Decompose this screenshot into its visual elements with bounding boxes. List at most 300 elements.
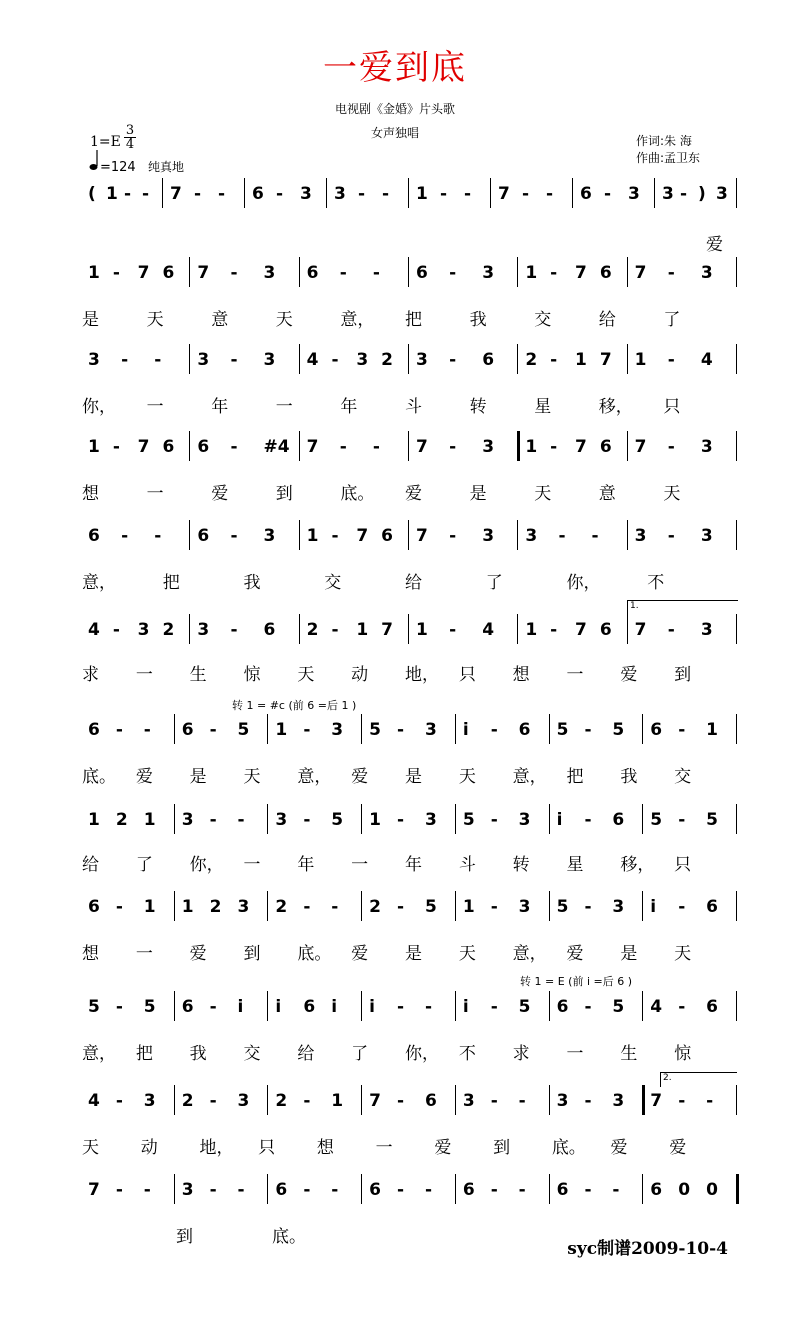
bar-line xyxy=(267,1174,268,1204)
bar-line xyxy=(455,1085,456,1115)
score-note: - xyxy=(331,897,339,917)
lyric-word: 把 xyxy=(135,1044,153,1064)
score-note: 7 xyxy=(416,526,428,546)
score-note: - xyxy=(706,1091,714,1111)
score-note: ( xyxy=(88,184,96,204)
score-note: - xyxy=(667,263,675,283)
lyric-word: 天 xyxy=(674,944,692,964)
bar-line xyxy=(642,804,643,834)
lyric-word: 了 xyxy=(663,310,681,330)
score-note: 3 xyxy=(612,1091,625,1111)
bar-line xyxy=(361,714,362,744)
score-note: - xyxy=(124,184,132,204)
bar-line xyxy=(189,520,190,550)
score-note: 7 xyxy=(137,437,150,457)
score-note: - xyxy=(546,184,554,204)
score-note: - xyxy=(397,997,405,1017)
score-note: 6 xyxy=(650,1180,663,1200)
bar-line xyxy=(455,714,456,744)
bar-line xyxy=(627,431,628,461)
lyric-word: 天 xyxy=(458,767,476,787)
score-note: 5 xyxy=(556,897,569,917)
lyric-word: 到 xyxy=(674,665,692,685)
lyric-word: 求 xyxy=(82,665,99,685)
score-note: 3 xyxy=(628,184,640,204)
score-note: - xyxy=(143,1180,151,1200)
score-note: i xyxy=(331,997,338,1017)
score-note: i xyxy=(275,997,282,1017)
second-ending-bracket: 2. xyxy=(660,1072,737,1087)
lyric-word: 意， xyxy=(512,944,547,964)
score-note: - xyxy=(584,720,592,740)
lyric-word: 斗 xyxy=(405,397,422,417)
score-note: i xyxy=(237,997,244,1017)
score-note: 4 xyxy=(88,1091,100,1111)
lyric-word: 想 xyxy=(82,484,99,504)
bar-line xyxy=(490,178,491,208)
lyric-word: 是 xyxy=(620,944,638,964)
score-note: 3 xyxy=(482,263,495,283)
lyric-word: 爱 xyxy=(669,1138,687,1158)
score-note: 3 xyxy=(331,720,344,740)
lyric-word: 一 xyxy=(566,665,584,685)
score-note: 3 xyxy=(700,526,713,546)
lyric-word: 爱 xyxy=(566,944,584,964)
score-note: 3 xyxy=(700,437,713,457)
lyric-word: 天 xyxy=(82,1138,99,1158)
bar-line xyxy=(408,431,409,461)
score-note: i xyxy=(462,720,469,740)
bar-line xyxy=(627,520,628,550)
bar-line xyxy=(736,614,737,644)
lyric-word: 爱 xyxy=(351,767,369,787)
score-note: 1 xyxy=(331,1091,344,1111)
lyric-word: 意， xyxy=(340,310,375,330)
score-note: 5 xyxy=(424,897,437,917)
lyric-word: 到 xyxy=(176,1227,193,1247)
score-note: 3 xyxy=(518,810,531,830)
lyric-word: 转 xyxy=(512,855,530,875)
lyric-word: 一 xyxy=(135,665,153,685)
score-note: - xyxy=(230,350,238,370)
score-note: 7 xyxy=(137,263,150,283)
lyric-word: 一 xyxy=(275,397,293,417)
bar-line xyxy=(299,520,300,550)
modulation-mark-1: 转 1 = #c (前 6 =后 1 ) xyxy=(232,699,357,712)
score-note: 3 xyxy=(197,350,210,370)
score-note: 3 xyxy=(556,1091,569,1111)
score-note: i xyxy=(556,810,563,830)
bar-line xyxy=(267,804,268,834)
lyric-word: 是 xyxy=(469,484,487,504)
score-note: 6 xyxy=(706,997,718,1017)
lyric-word: 生 xyxy=(189,665,207,685)
score-note: - xyxy=(464,184,472,204)
bar-line xyxy=(517,257,518,287)
lyric-word: 交 xyxy=(534,310,552,330)
score-note: 2 xyxy=(369,897,381,917)
lyric-word: 是 xyxy=(189,767,207,787)
score-note: 2 xyxy=(162,620,175,640)
bar-line xyxy=(455,804,456,834)
score-note: 1 xyxy=(88,263,100,283)
bar-line xyxy=(455,991,456,1021)
lyric-word: 爱 xyxy=(405,484,422,504)
score-note: 7 xyxy=(634,437,647,457)
lyric-word: 移， xyxy=(620,855,655,875)
performer-label: 女声独唱 xyxy=(370,126,419,140)
composer-credit: 作曲:孟卫东 xyxy=(636,151,701,165)
lyric-word: 地， xyxy=(199,1138,234,1158)
score-note: 4 xyxy=(306,350,319,370)
bar-line xyxy=(174,1085,175,1115)
lyric-word: 了 xyxy=(351,1044,369,1064)
bar-line xyxy=(455,1174,456,1204)
score-note: 6 xyxy=(580,184,592,204)
lyric-word: 底。 xyxy=(272,1227,306,1247)
score-note: 6 xyxy=(369,1180,381,1200)
first-ending-bracket: 1. xyxy=(627,600,738,615)
bar-line xyxy=(736,1174,739,1204)
score-note: - xyxy=(680,184,688,204)
score-note: - xyxy=(584,997,592,1017)
score-note: - xyxy=(449,620,457,640)
lyric-word: 动 xyxy=(140,1138,158,1158)
bar-line xyxy=(299,431,300,461)
score-note: - xyxy=(230,437,238,457)
lyric-word: 给 xyxy=(598,310,616,330)
lyric-word: 意， xyxy=(82,1044,116,1064)
score-note: 7 xyxy=(650,1091,663,1111)
bar-line xyxy=(549,714,550,744)
lyric-word: 星 xyxy=(534,397,552,417)
score-note: - xyxy=(678,810,686,830)
score-note: 2 xyxy=(275,1091,288,1111)
score-note: 1 xyxy=(356,620,369,640)
score-note: - xyxy=(667,620,675,640)
score-note: 1 xyxy=(106,184,118,204)
score-note: - xyxy=(372,263,380,283)
score-note: - xyxy=(678,1091,686,1111)
lyric-word: 我 xyxy=(189,1044,207,1064)
score-note: 5 xyxy=(237,720,250,740)
lyric-word: 年 xyxy=(297,855,315,875)
score-note: 7 xyxy=(575,263,587,283)
score-note: 1 xyxy=(369,810,381,830)
bar-line xyxy=(517,614,518,644)
score-note: 3 xyxy=(88,350,100,370)
score-note: 5 xyxy=(331,810,344,830)
bar-line xyxy=(549,804,550,834)
score-note: 7 xyxy=(369,1091,381,1111)
score-note: 3 xyxy=(518,897,531,917)
bar-line xyxy=(189,614,190,644)
score-note: - xyxy=(209,810,217,830)
lyric-word: 到 xyxy=(243,944,261,964)
score-note: 3 xyxy=(662,184,674,204)
score-note: - xyxy=(667,526,675,546)
lyric-word: 移， xyxy=(598,397,633,417)
score-note: 7 xyxy=(575,620,587,640)
bar-line xyxy=(654,178,655,208)
bar-line xyxy=(408,344,409,374)
bar-line xyxy=(736,178,737,208)
transcriber-credit: syc制谱2009-10-4 xyxy=(567,1239,728,1259)
score-note: - xyxy=(678,897,686,917)
lyric-word: 想 xyxy=(316,1138,334,1158)
score-note: 5 xyxy=(369,720,381,740)
score-note: - xyxy=(230,620,238,640)
score-note: - xyxy=(230,263,238,283)
score-note: 7 xyxy=(599,350,612,370)
score-note: - xyxy=(112,620,120,640)
score-note: 6 xyxy=(599,437,612,457)
score-note: - xyxy=(115,1180,123,1200)
lyric-word: 把 xyxy=(162,573,180,593)
lyric-word: 年 xyxy=(340,397,358,417)
bar-line xyxy=(267,991,268,1021)
score-note: 1 xyxy=(634,350,647,370)
bar-line xyxy=(174,1174,175,1204)
lyric-word: 了 xyxy=(135,855,153,875)
score-note: 0 xyxy=(706,1180,718,1200)
bar-line xyxy=(267,891,268,921)
bar-line xyxy=(244,178,245,208)
lyric-word: 一 xyxy=(375,1138,393,1158)
bar-line xyxy=(736,431,737,461)
score-note: 1 xyxy=(306,526,319,546)
score-note: - xyxy=(678,997,686,1017)
lyric-word: 我 xyxy=(243,573,261,593)
score-note: 7 xyxy=(381,620,393,640)
score-note: - xyxy=(584,810,592,830)
lyric-word: 爱 xyxy=(706,235,723,255)
score-note: 3 xyxy=(424,810,437,830)
score-note: 2 xyxy=(381,350,393,370)
score-note: 6 xyxy=(650,720,663,740)
bar-line xyxy=(517,431,520,461)
lyric-word: 你， xyxy=(566,573,601,593)
score-note: 3 xyxy=(612,897,625,917)
score-note: - xyxy=(550,263,558,283)
score-note: - xyxy=(115,720,123,740)
score-note: 1 xyxy=(88,810,100,830)
score-note: 6 xyxy=(88,897,100,917)
score-note: 3 xyxy=(334,184,346,204)
score-note: 1 xyxy=(416,184,428,204)
score-note: 6 xyxy=(482,350,495,370)
lyric-word: 生 xyxy=(620,1044,638,1064)
bar-line xyxy=(361,891,362,921)
score-note: 1 xyxy=(525,620,538,640)
score-note: - xyxy=(591,526,599,546)
score-note: 3 xyxy=(275,810,288,830)
bar-line xyxy=(361,804,362,834)
score-note: - xyxy=(558,526,566,546)
score-note: 7 xyxy=(306,437,319,457)
lyric-word: 只 xyxy=(258,1138,276,1158)
score-note: ) xyxy=(698,184,706,204)
score-note: 7 xyxy=(356,526,369,546)
lyricist-credit: 作词:朱 海 xyxy=(636,134,692,148)
lyric-word: 爱 xyxy=(434,1138,452,1158)
score-note: 1 xyxy=(143,897,156,917)
lyric-word: 地， xyxy=(405,665,439,685)
score-note: - xyxy=(209,1091,217,1111)
score-note: - xyxy=(449,526,457,546)
score-note: 2 xyxy=(306,620,319,640)
score-note: - xyxy=(303,720,311,740)
score-note: 4 xyxy=(700,350,713,370)
score-note: 3 xyxy=(181,1180,194,1200)
time-signature xyxy=(124,124,136,151)
lyric-word: 意 xyxy=(598,484,616,504)
lyric-word: 到 xyxy=(493,1138,511,1158)
bar-line xyxy=(627,257,628,287)
score-note: 5 xyxy=(462,810,475,830)
score-note: 6 xyxy=(162,263,175,283)
score-note: 1 xyxy=(181,897,194,917)
lyric-word: 一 xyxy=(566,1044,584,1064)
bar-line xyxy=(736,257,737,287)
lyric-word: 不 xyxy=(647,573,665,593)
score-note: 6 xyxy=(88,720,100,740)
lyric-word: 了 xyxy=(485,573,503,593)
score-note: 1 xyxy=(575,350,587,370)
score-note: - xyxy=(143,720,151,740)
bar-line xyxy=(361,991,362,1021)
score-note: - xyxy=(490,720,498,740)
expression-marking: 纯真地 xyxy=(148,160,185,174)
lyric-word: 给 xyxy=(82,855,99,875)
score-note: 6 xyxy=(252,184,264,204)
lyric-word: 转 xyxy=(469,397,487,417)
score-note: 3 xyxy=(424,720,437,740)
bar-line xyxy=(736,344,737,374)
lyric-word: 给 xyxy=(297,1044,315,1064)
score-note: - xyxy=(218,184,226,204)
lyric-word: 意， xyxy=(297,767,332,787)
lyric-word: 是 xyxy=(405,944,422,964)
score-note: - xyxy=(490,897,498,917)
score-note: - xyxy=(667,350,675,370)
score-note: - xyxy=(303,1091,311,1111)
score-note: 3 xyxy=(462,1091,475,1111)
lyric-word: 爱 xyxy=(211,484,229,504)
lyric-word: 天 xyxy=(534,484,552,504)
score-note: - xyxy=(154,350,162,370)
score-note: - xyxy=(303,1180,311,1200)
score-note: 2 xyxy=(525,350,538,370)
score-note: 1 xyxy=(525,437,538,457)
score-note: 3 xyxy=(143,1091,156,1111)
bar-line xyxy=(299,257,300,287)
score-note: 5 xyxy=(88,997,100,1017)
bar-line xyxy=(361,1085,362,1115)
score-note: - xyxy=(209,720,217,740)
score-note: - xyxy=(115,1091,123,1111)
score-note: - xyxy=(490,1091,498,1111)
time-signature-bottom: 4 xyxy=(125,137,135,152)
score-note: 1 xyxy=(143,810,156,830)
lyric-word: 不 xyxy=(458,1044,476,1064)
score-note: - xyxy=(209,1180,217,1200)
score-note: - xyxy=(121,526,129,546)
score-note: 7 xyxy=(88,1180,100,1200)
score-note: - xyxy=(331,1180,339,1200)
lyric-word: 你， xyxy=(189,855,224,875)
score-note: 7 xyxy=(575,437,587,457)
score-note: - xyxy=(424,997,432,1017)
score-note: 3 xyxy=(263,263,276,283)
score-note: - xyxy=(209,997,217,1017)
score-note: - xyxy=(584,897,592,917)
score-note: i xyxy=(462,997,469,1017)
bar-line xyxy=(627,614,628,644)
lyric-word: 交 xyxy=(243,1044,261,1064)
score-note: 4 xyxy=(650,997,663,1017)
score-note: 3 xyxy=(197,620,210,640)
score-note: - xyxy=(331,620,339,640)
bar-line xyxy=(174,804,175,834)
score-note: - xyxy=(397,810,405,830)
lyric-word: 是 xyxy=(82,310,99,330)
bar-line xyxy=(572,178,573,208)
bar-line xyxy=(549,1174,550,1204)
lyric-word: 惊 xyxy=(674,1044,692,1064)
score-note: 1 xyxy=(525,263,538,283)
lyric-word: 底。 xyxy=(82,767,116,787)
bar-line xyxy=(174,891,175,921)
score-note: 3 xyxy=(237,1091,250,1111)
score-note: - xyxy=(372,437,380,457)
score-note: 7 xyxy=(634,263,647,283)
score-note: 3 xyxy=(716,184,728,204)
score-note: - xyxy=(490,1180,498,1200)
score-note: 6 xyxy=(181,720,194,740)
score-note: 1 xyxy=(416,620,428,640)
score-note: - xyxy=(121,350,129,370)
score-note: 6 xyxy=(416,263,428,283)
bar-line xyxy=(267,1085,268,1115)
lyric-word: 只 xyxy=(458,665,476,685)
score-note: 6 xyxy=(599,620,612,640)
lyric-word: 斗 xyxy=(458,855,476,875)
bar-line xyxy=(642,991,643,1021)
score-note: 7 xyxy=(197,263,210,283)
score-note: 6 xyxy=(275,1180,288,1200)
score-note: 3 xyxy=(181,810,194,830)
score-note: i xyxy=(650,897,657,917)
lyric-word: 天 xyxy=(146,310,164,330)
lyric-word: 交 xyxy=(324,573,342,593)
score-note: - xyxy=(550,620,558,640)
score-note: 3 xyxy=(263,526,276,546)
score-note: 6 xyxy=(462,1180,475,1200)
score-note: 6 xyxy=(88,526,100,546)
lyric-word: 天 xyxy=(663,484,681,504)
score-note: 3 xyxy=(482,437,495,457)
score-note: - xyxy=(276,184,284,204)
bar-line xyxy=(642,891,643,921)
bar-line xyxy=(408,614,409,644)
bar-line xyxy=(549,991,550,1021)
tempo-marking: =124 xyxy=(100,160,136,175)
lyric-word: 天 xyxy=(458,944,476,964)
lyric-word: 想 xyxy=(82,944,99,964)
score-note: 3 xyxy=(700,263,713,283)
score-note: - xyxy=(397,1180,405,1200)
